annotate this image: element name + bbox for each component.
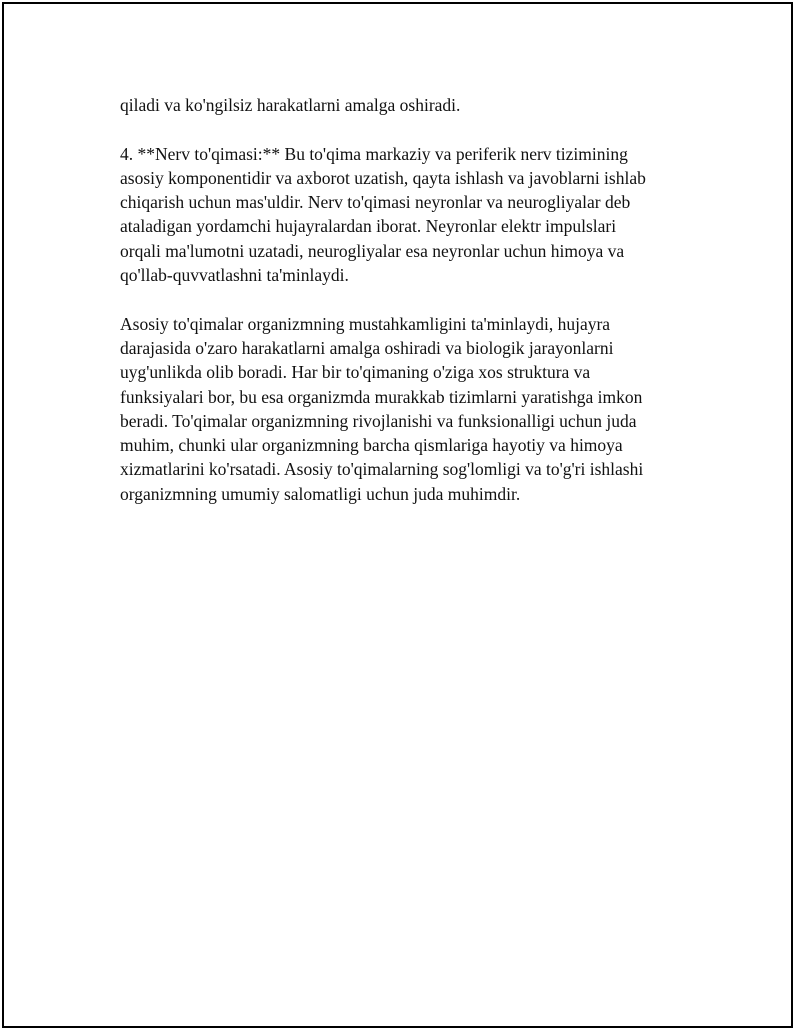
paragraph-continuation: qiladi va ko'ngilsiz harakatlarni amalga oshiradi.: [120, 95, 461, 115]
document-body: [120, 93, 680, 530]
document-page: [2, 2, 793, 1028]
paragraph-nerve-tissue: 4. **Nerv to'qimasi:** Bu to'qima markaziy va periferik nerv tizimining asosiy komponentidir va axborot uzatish, qayta ishlash va javoblarni ishlab chiqarish uchun mas'uldir. Nerv to'qimasi neyronlar va neurogliyalar deb ataladigan yordamchi hujayralardan iborat. Neyronlar elektr impulslari orqali ma'lumotni uzatadi, neurogliyalar esa neyronlar uchun himoya va qo'llab-quvvatlashni ta'minlaydi.: [120, 143, 646, 286]
paragraph-summary: Asosiy to'qimalar organizmning mustahkamligini ta'minlaydi, hujayra darajasida o'zaro harakatlarni amalga oshiradi va biologik jarayonlarni uyg'unlikda olib boradi. Har bir to'qimaning o'ziga xos struktura va funksiyalari bor, bu esa organizmda murakkab tizimlarni yaratishga imkon beradi. To'qimalar organizmning rivojlanishi va funksionalligi uchun juda muhim, chunki ular organizmning barcha qismlariga hayotiy va himoya xizmatlarini ko'rsatadi. Asosiy to'qimalarning sog'lomligi va to'g'ri ishlashi organizmning umumiy salomatligi uchun juda muhimdir.: [120, 313, 644, 504]
